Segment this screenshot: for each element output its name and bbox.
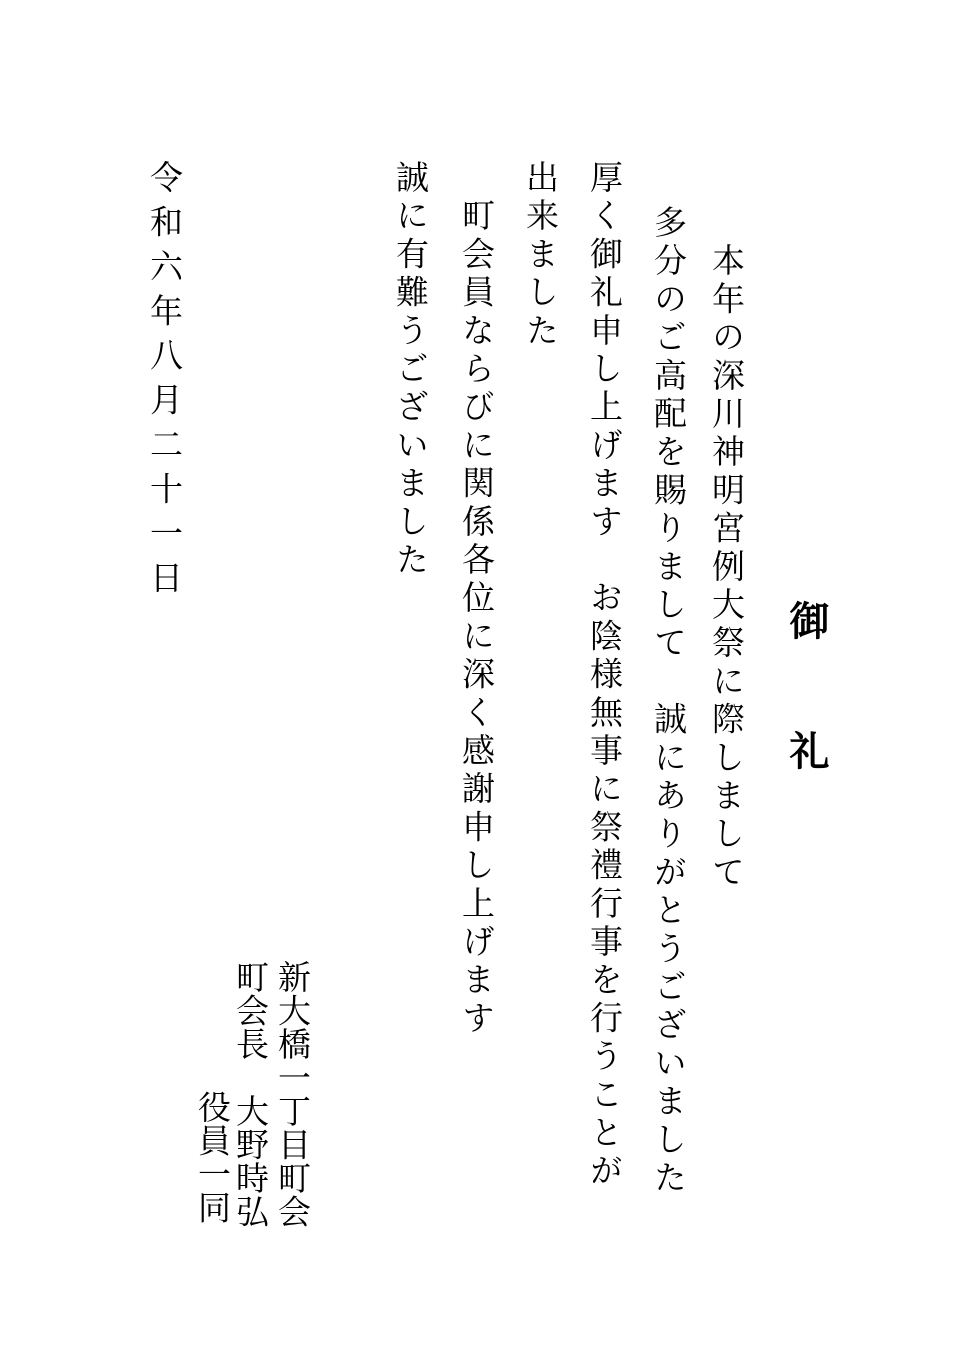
body-line-3: 厚く御礼申し上げます お陰様無事に祭禮行事を行うことが	[585, 160, 624, 1192]
signature-organization: 新大橋一丁目町会	[273, 960, 312, 1228]
signature-officers: 役員一同	[193, 1090, 232, 1224]
body-line-6: 誠に有難うございました	[391, 160, 430, 581]
signature-chairman: 町会長 大野時弘	[231, 960, 270, 1228]
body-line-1: 本年の深川神明宮例大祭に際しまして	[707, 205, 746, 893]
document-title: 御礼	[783, 600, 830, 860]
body-line-2: 多分のご高配を賜りまして 誠にありがとうございました	[649, 205, 688, 1199]
body-line-4: 出来ました	[521, 160, 560, 351]
body-line-5: 町会員ならびに関係各位に深く感謝申し上げます	[457, 160, 496, 1039]
document-date: 令和六年八月二十一日	[145, 160, 184, 605]
